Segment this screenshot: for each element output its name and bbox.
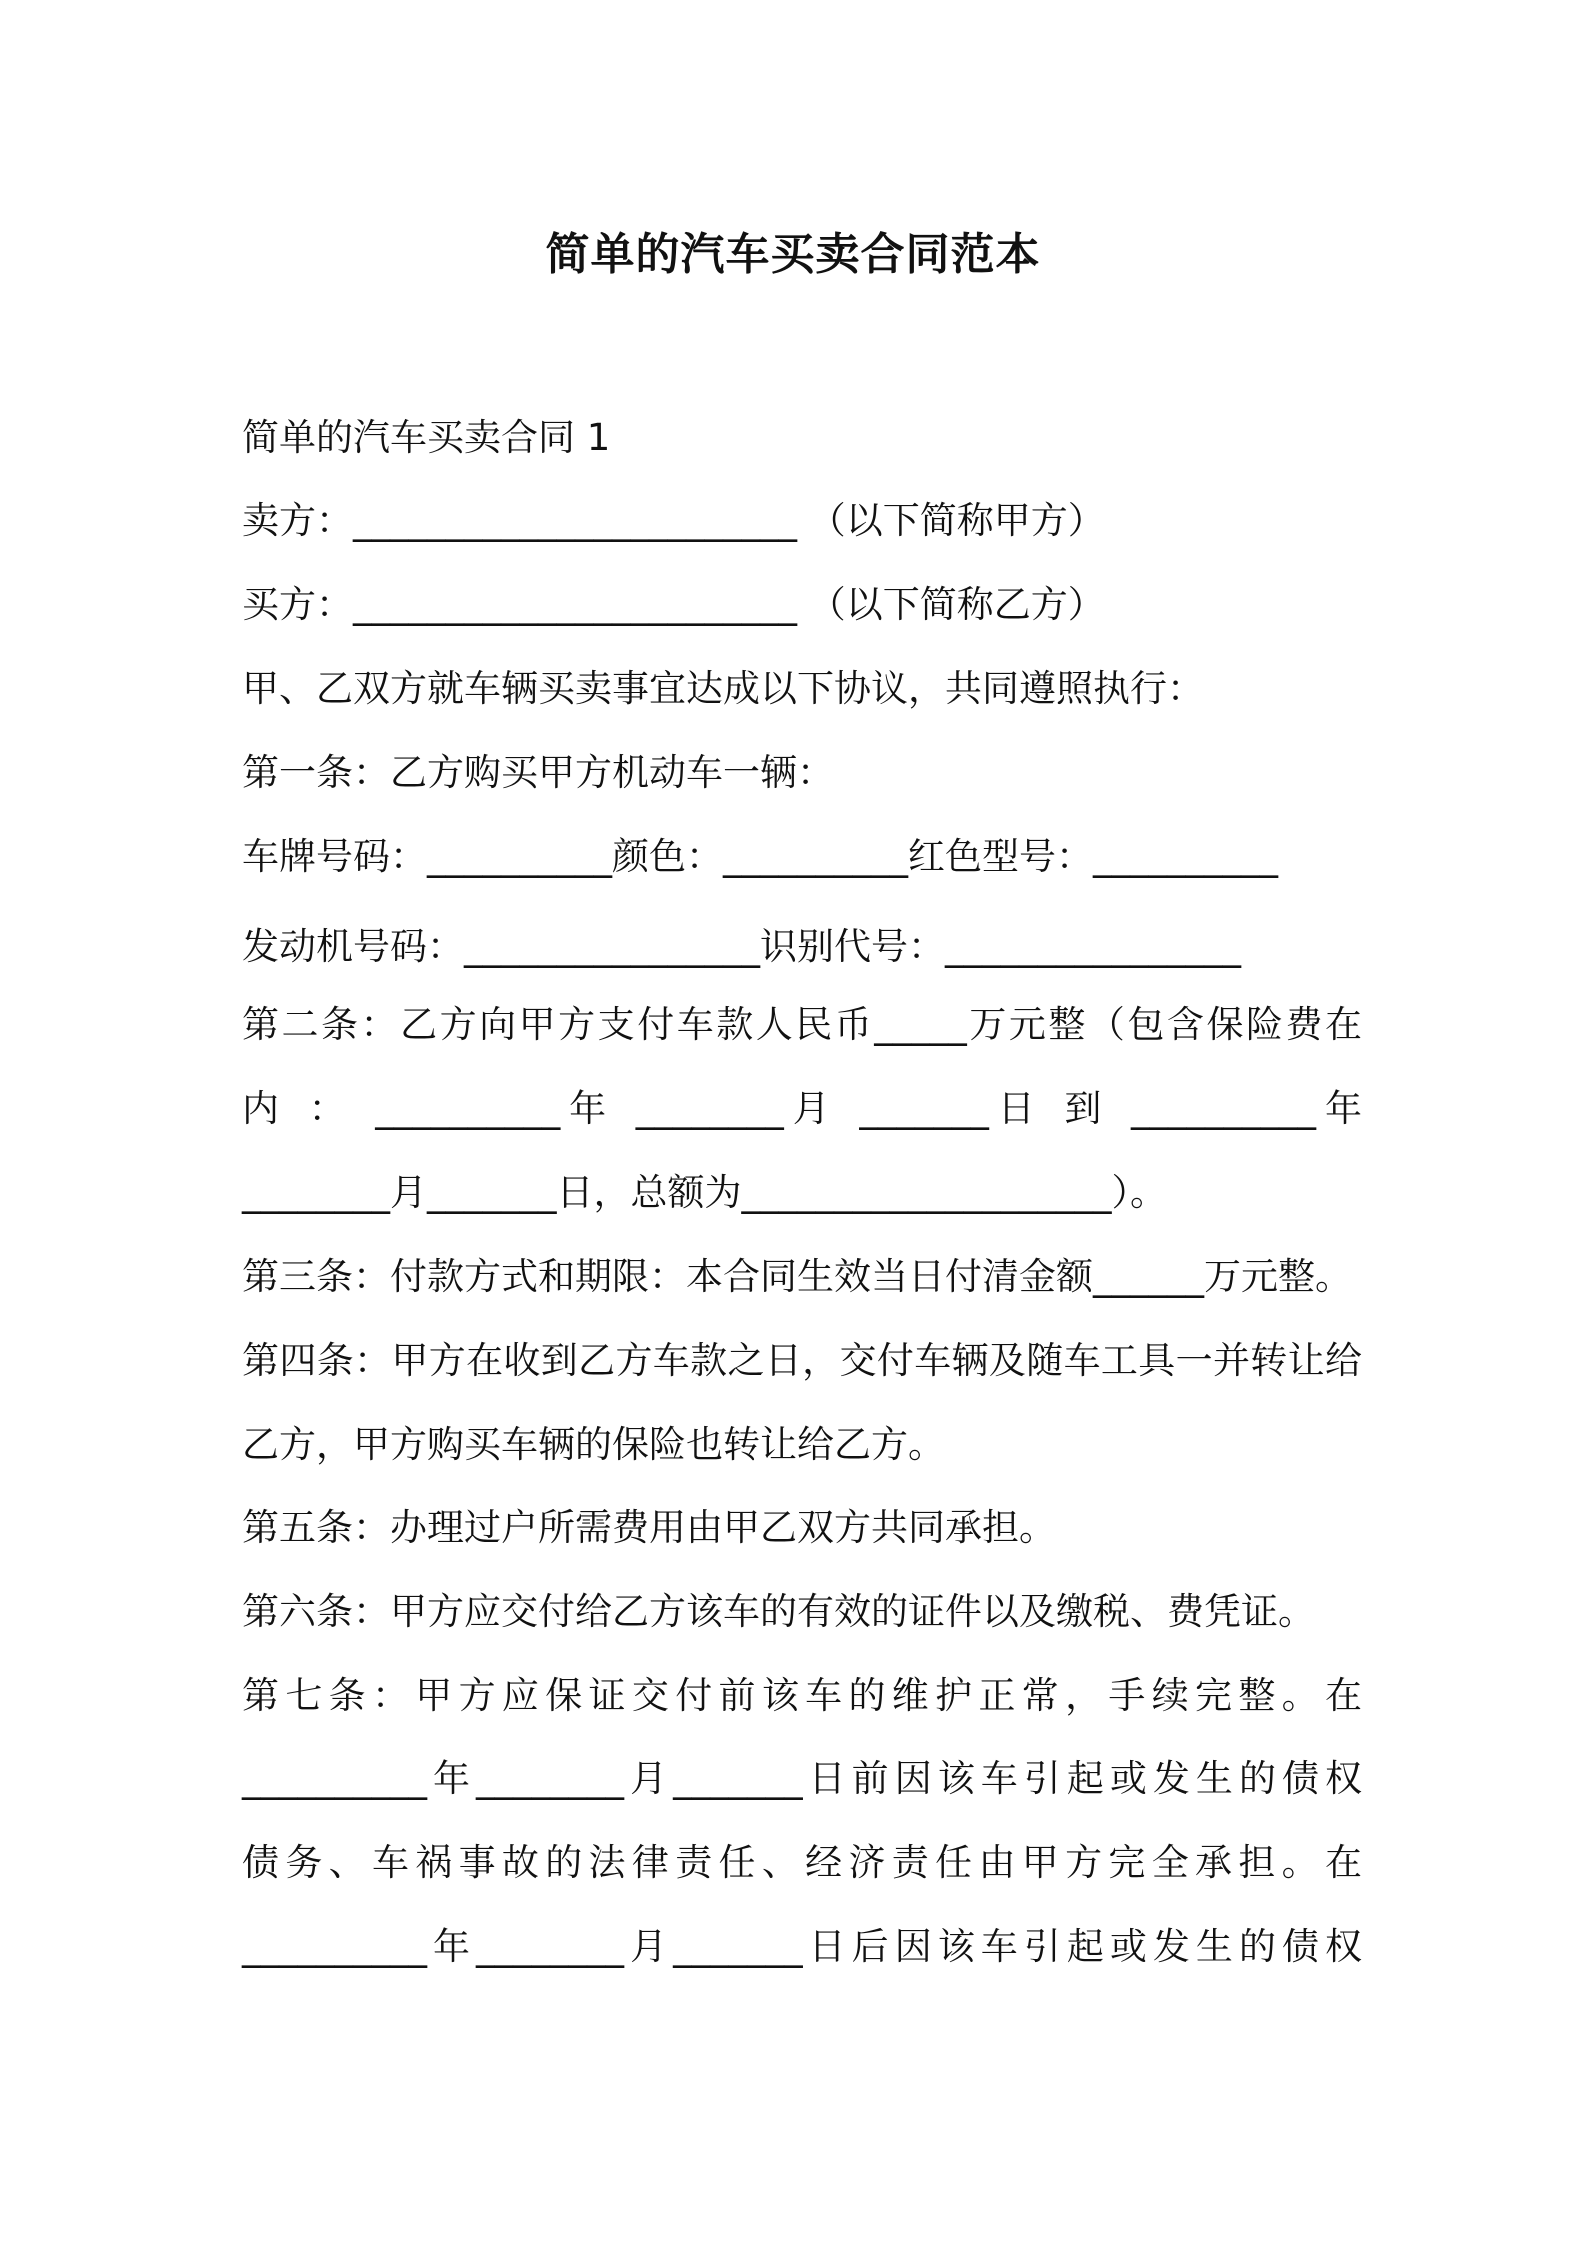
article-7-line-2: __________年________月_______日前因该车引起或发生的债权 [242,1757,1362,1800]
vehicle-info-line-1: 车牌号码：__________颜色：__________红色型号：__________ [242,835,1278,878]
article-7-line-3: 债务、车祸事故的法律责任、经济责任由甲方完全承担。在 [242,1841,1362,1884]
section-heading: 简单的汽车买卖合同 1 [242,416,611,459]
article-1: 第一条：乙方购买甲方机动车一辆： [242,751,834,794]
article-5: 第五条：办理过户所需费用由甲乙双方共同承担。 [242,1506,1056,1549]
article-4-line-1: 第四条：甲方在收到乙方车款之日，交付车辆及随车工具一并转让给 [242,1339,1362,1382]
article-3: 第三条：付款方式和期限：本合同生效当日付清金额______万元整。 [242,1255,1352,1298]
buyer-line: 买方：________________________ （以下简称乙方） [242,583,1105,626]
article-7-line-1: 第七条：甲方应保证交付前该车的维护正常，手续完整。在 [242,1674,1362,1717]
seller-line: 卖方：________________________ （以下简称甲方） [242,499,1105,542]
article-2-line-1: 第二条：乙方向甲方支付车款人民币_____万元整（包含保险费在 [242,1003,1362,1046]
agreement-intro: 甲、乙双方就车辆买卖事宜达成以下协议，共同遵照执行： [242,667,1204,710]
article-2-line-3: ________月_______日，总额为____________________）。 [242,1171,1167,1214]
vehicle-info-line-2: 发动机号码：________________识别代号：________________ [242,925,1241,968]
article-6: 第六条：甲方应交付给乙方该车的有效的证件以及缴税、费凭证。 [242,1590,1315,1633]
document-title: 简单的汽车买卖合同范本 [545,229,1041,280]
article-2-line-2: 内 ： __________年 ________月 _______日 到 __________年 [242,1087,1362,1130]
article-7-line-4: __________年________月_______日后因该车引起或发生的债权 [242,1925,1362,1968]
article-4-line-2: 乙方，甲方购买车辆的保险也转让给乙方。 [242,1423,945,1466]
